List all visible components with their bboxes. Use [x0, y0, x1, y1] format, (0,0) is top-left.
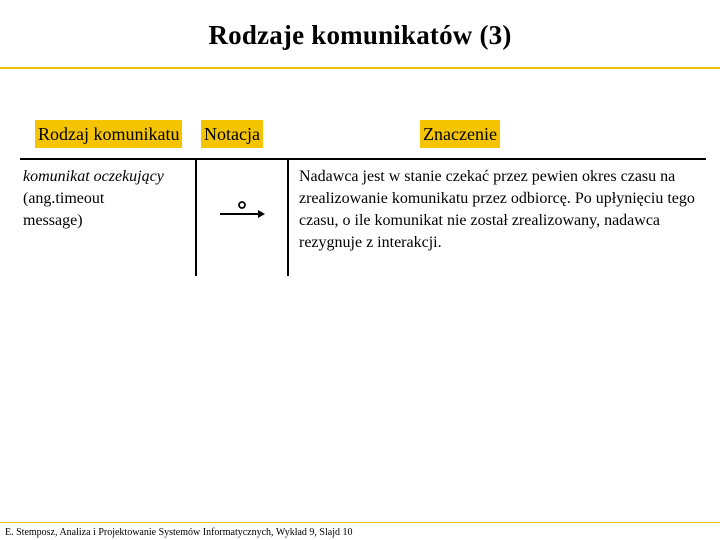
- timeout-message-arrow-icon: [218, 196, 266, 220]
- table-header-rule: [20, 158, 706, 160]
- header-rodzaj-komunikatu: Rodzaj komunikatu: [35, 120, 182, 148]
- cell-rodzaj-komunikatu: [23, 166, 193, 232]
- column-divider-2: [287, 158, 289, 276]
- title-underline: [0, 67, 720, 69]
- message-type-name: komunikat oczekujący: [23, 168, 164, 185]
- header-notacja: Notacja: [201, 120, 263, 148]
- footer-rule: [0, 522, 720, 523]
- header-znaczenie: Znaczenie: [420, 120, 500, 148]
- message-type-english-2: message): [23, 212, 83, 229]
- cell-znaczenie: Nadawca jest w stanie czekać przez pewien okres czasu na zrealizowanie komunikatu przez odbiorcę. Po upłynięciu tego czasu, o ile komunikat nie został zrealizowany, nadawca rezygnuje z interakcji.: [299, 168, 695, 251]
- slide-title: Rodzaje komunikatów (3): [208, 20, 512, 50]
- message-type-english-1: (ang.timeout: [23, 190, 105, 207]
- column-divider-1: [195, 158, 197, 276]
- slide-footer: E. Stemposz, Analiza i Projektowanie Systemów Informatycznych, Wykład 9, Slajd 10: [5, 527, 353, 538]
